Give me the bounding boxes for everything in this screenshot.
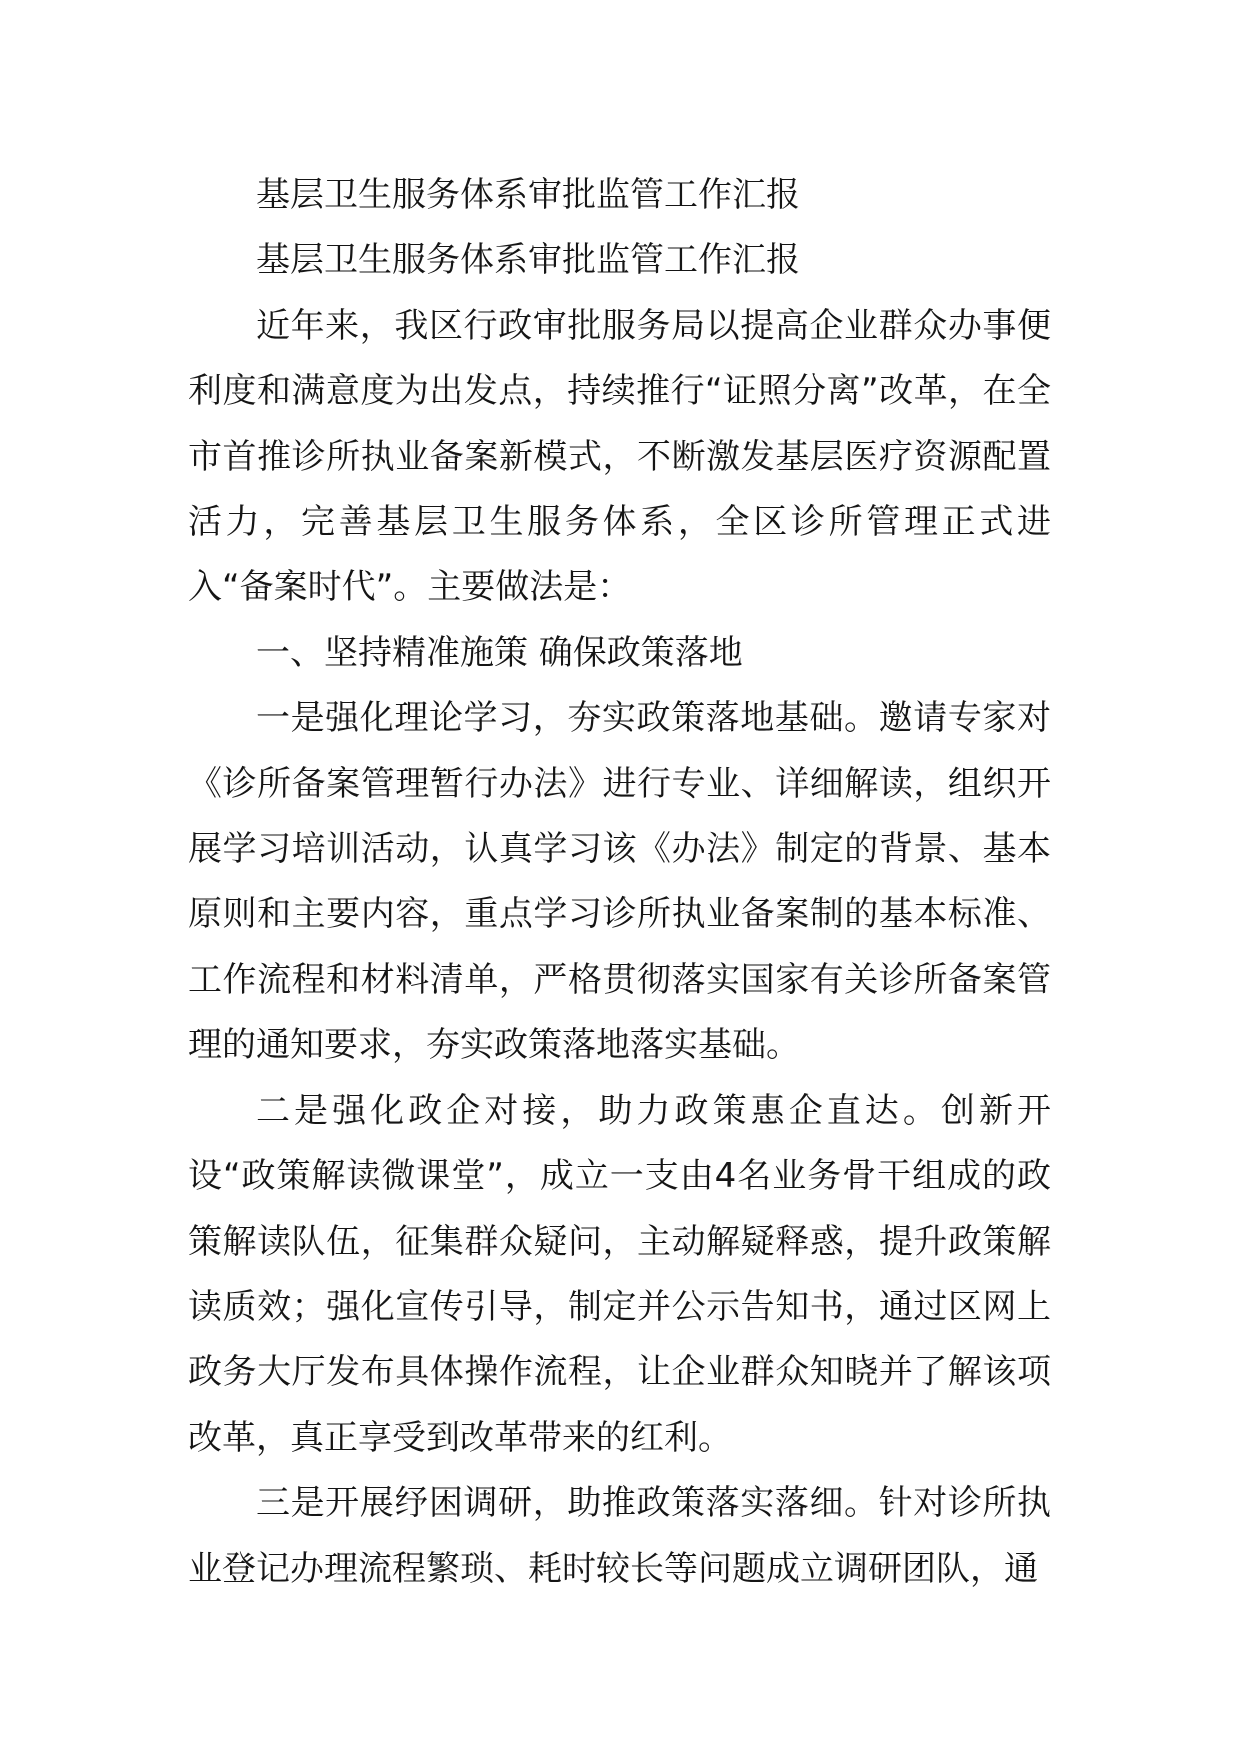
body-paragraph-1: 一是强化理论学习，夯实政策落地基础。邀请专家对《诊所备案管理暂行办法》进行专业、详细解读，组织开展学习培训活动，认真学习该《办法》制定的背景、基本原则和主要内容，重点学习诊所执业备案制的基本标准、工作流程和材料清单，严格贯彻落实国家有关诊所备案管理的通知要求，夯实政策落地落实基础。 [188,698,1051,1066]
body-paragraph-2: 二是强化政企对接，助力政策惠企直达。创新开设“政策解读微课堂”，成立一支由4名业务骨干组成的政策解读队伍，征集群众疑问，主动解疑释惑，提升政策解读质效；强化宣传引导，制定并公示告知书，通过区网上政务大厅发布具体操作流程，让企业群众知晓并了解该项改革，真正享受到改革带来的红利。 [188,1090,1051,1458]
section-heading-1: 一、坚持精准施策 确保政策落地 [256,632,743,673]
body-paragraph-3: 三是开展纾困调研，助推政策落实落细。针对诊所执业登记办理流程繁琐、耗时较长等问题成立调研团队，通 [188,1483,1051,1589]
document-title-line-2: 基层卫生服务体系审批监管工作汇报 [256,240,800,281]
intro-paragraph: 近年来，我区行政审批服务局以提高企业群众办事便利度和满意度为出发点，持续推行“证照分离”改革，在全市首推诊所执业备案新模式，不断激发基层医疗资源配置活力，完善基层卫生服务体系，全区诊所管理正式进入“备案时代”。主要做法是： [188,305,1051,608]
document-body [188,163,1051,1602]
document-title-line-1: 基层卫生服务体系审批监管工作汇报 [256,175,800,215]
